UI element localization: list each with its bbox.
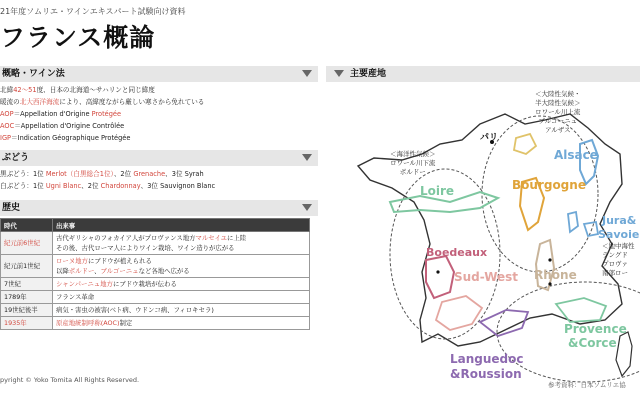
region-label-jura: Jura& [602,214,637,227]
event-cell: ローヌ地方にブドウが植えられる 以降ボルドー、ブルゴーニュなど各地へ広がる [53,255,310,278]
triangle-down-icon [302,70,312,77]
region-label-corse: &Corce [568,336,617,350]
region-label-roussillon: &Roussion [450,367,522,381]
section-header-grapes[interactable] [0,150,318,166]
region-label-bordeaux: Boedeaux [426,246,488,259]
event-cell: 古代ギリシャのフォカイア人がプロヴァンス地方マルセイユに上陸 その後、古代ローマ人によりワイン栽培、ワイン造りが広がる [53,232,310,255]
section-title: ぶどう [2,153,30,163]
region-label-savoie: Savoie [598,228,640,241]
bordeaux-marker [436,270,439,273]
table-row [1,255,310,278]
aoc-line: AOC＝Appellation d'Origine Contrôlée [0,122,125,130]
region-label-loire: Loire [420,184,455,198]
column-header-event: 出来事 [53,219,310,232]
triangle-down-icon [334,70,344,77]
region-label-bourgogne: Bourgogne [512,178,586,192]
table-row [1,278,310,291]
table-row [1,291,310,304]
era-cell: 1935年 [1,317,53,330]
note-mediterranean: ＜地中海性 ラングド プロヴァ 南部ロー [602,242,635,277]
table-header-row [1,219,310,232]
event-cell: 原産地統制呼称(AOC)制定 [53,317,310,330]
era-cell: 19世紀後半 [1,304,53,317]
event-cell: シャンパーニュ地方にブドウ栽培が伝わる [53,278,310,291]
note-continental: ＜大陸性気候・ 半大陸性気候＞ ロワール川上流 ブルゴーニュ アルザス [535,90,581,134]
overview-list [0,84,204,144]
section-title: 主要産地 [350,69,387,79]
table-row [1,232,310,255]
france-map [330,84,640,384]
red-grapes-line: 黒ぶどう：1位 Merlot（白黒総合1位）、2位 Grenache、3位 Syrah [0,170,204,178]
copyright-text: pyright © Yoko Tomita All Rights Reserved. [0,376,140,384]
event-cell: フランス革命 [53,291,310,304]
section-title: 歴史 [2,203,21,213]
region-label-sudwest: Sud-West [454,270,519,284]
region-label-alsace: Alsace [554,148,598,162]
corsica-outline [616,332,632,376]
region-label-provence: Provence [564,322,627,336]
region-label-languedoc: Languedoc [450,352,524,366]
section-title: 概略・ワイン法 [2,69,65,79]
lyon-marker [548,258,551,261]
aop-line: AOP＝Appellation d'Origine Protégée [0,110,122,118]
triangle-down-icon [302,204,312,211]
reference-text: 参考資料：日本ソムリエ協 [548,381,626,389]
era-cell: 7世紀 [1,278,53,291]
triangle-down-icon [302,154,312,161]
document-subtitle: 21年度ソムリエ・ワインエキスパート試験向け資料 [0,7,186,16]
table-row [1,317,310,330]
history-table [0,218,310,330]
era-cell: 紀元前6世紀 [1,232,53,255]
table-row [1,304,310,317]
page-title: フランス概論 [0,23,156,52]
grapes-list [0,168,215,192]
section-header-history[interactable] [0,200,318,216]
era-cell: 紀元前1世紀 [1,255,53,278]
note-oceanic: ＜海洋性気候＞ ロワール川下流 ボルドー [390,150,436,176]
marseille-marker [548,282,551,285]
section-header-map[interactable] [326,66,640,82]
region-label-rhone: Rhône [534,268,577,282]
paris-label: パリ [480,133,499,143]
section-header-overview[interactable] [0,66,318,82]
era-cell: 1789年 [1,291,53,304]
igp-line: IGP＝Indication Géographique Protégée [0,134,131,142]
column-header-era: 時代 [1,219,53,232]
event-cell: 病気・害虫の被害(ベト病、ウドンコ病、フィロキセラ) [53,304,310,317]
current-line: 暖流の北大西洋海流により、高緯度ながら厳しい寒さから免れている [0,98,205,106]
white-grapes-line: 白ぶどう：1位 Ugni Blanc、2位 Chardonnay、3位 Sauvignon Blanc [0,182,216,190]
latitude-line: 北緯42～51度、日本の北海道～サハリンと同じ緯度 [0,86,155,94]
